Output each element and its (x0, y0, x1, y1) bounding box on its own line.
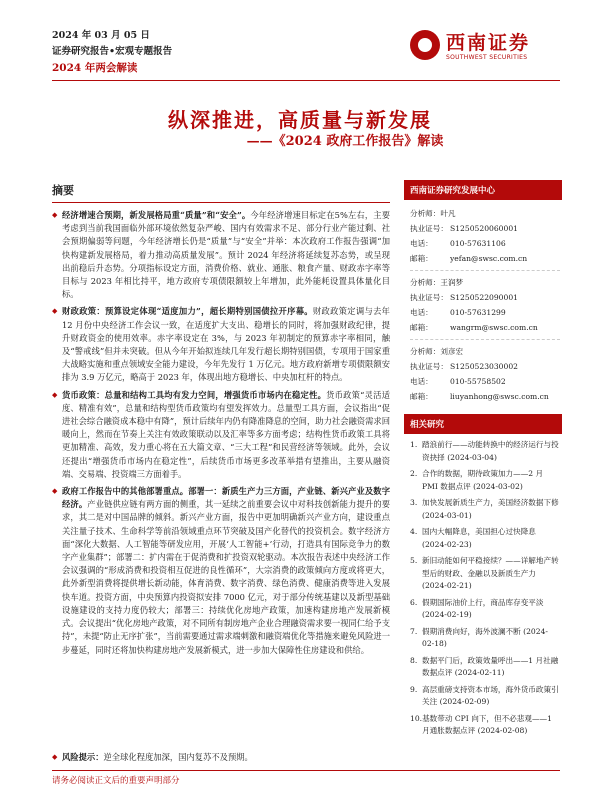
bullet-icon: ◆ (52, 753, 58, 761)
analyst-divider (410, 339, 560, 340)
report-type: 证券研究报告•宏观专题报告 (52, 46, 173, 57)
related-report-item[interactable]: 1. 踏浪前行——动能转换中的经济运行与投资抉择 (2024-03-04) (410, 440, 559, 462)
abstract-section (52, 182, 390, 661)
abstract-bullet (52, 485, 390, 657)
abstract-bullet (52, 209, 390, 301)
footer-divider (52, 770, 560, 771)
analyst-cert: S1250520060001 (450, 224, 519, 233)
bullet-icon: ◆ (52, 307, 58, 316)
analyst-card: 分析师：叶凡 执业证号： S1250520060001 电话： 010-57631106 邮箱： yefan@swsc.com.cn (410, 206, 560, 266)
abstract-bullet (52, 305, 390, 384)
analyst-name: 分析师：王润梦 (410, 278, 464, 287)
risk-warning: ◆ 风险提示：逆全球化程度加深，国内复苏不及预期。 (52, 752, 253, 762)
analyst-email[interactable]: liuyanhong@swsc.com.cn (450, 392, 549, 401)
bullet-text: 经济增速合预期，新发展格局重“质量”和“安全”。今年经济增速目标定在5%左右，主要考虑到当前我国面临外部环境依然复杂严峻、国内有效需求不足、部分行业产能过剩、社会预期偏弱等问题，今年经济增长仍是“质量”与“安全”并举：本次政府工作报告强调“加快构建新发展格局，着力推动高质量发展”。预计 2024 年经济将延续复苏态势，或呈现出前稳后升态势。分项指标设定方面，消费价格、就业、通胀、粮食产量、财政赤字率等目标与 2023 年相比持平，地方政府专项债限额较上年增加，此外能耗设置具体量化目标。 (62, 210, 391, 300)
sidebar (404, 180, 562, 742)
analyst-card: 分析师：王润梦 执业证号： S1250522090001 电话： 010-57631299 邮箱： wangrm@swsc.com.cn (410, 275, 560, 335)
analyst-phone: 010-55758502 (450, 377, 506, 386)
bullet-icon: ◆ (52, 390, 58, 399)
analyst-phone: 010-57631106 (450, 239, 506, 248)
related-report-item[interactable]: 10. 基数带动 CPI 向下，但不必悲观——1 月通胀数据点评 (2024-02-08) (410, 713, 552, 735)
bullet-text: 政府工作报告中的其他部署重点。部署一：新质生产力三方面，产业链、新兴产业及数字经济。产业链供应链有两方面的侧重，其一延续之前重要会议中对科技创新能力提升的要求，其二是对中国品牌的倾斜。新兴产业方面，报告中更加明确新兴产业方向，建设重点关注量子技术、生命科学等前沿领域重点环节突破及国产化替代的投资机会。数字经济方面“深化大数据、人工智能等研发应用，开展‘人工智能+’行动，打造具有国际竞争力的数字产业集群”；部署二：扩内需在于促消费和扩投资双轮驱动。本次报告表述中央经济工作会议强调的“形成消费和投资相互促进的良性循环”，大宗消费的政策倾向方度或将更大，此外新型消费将提供增长新动能，体育消费、数字消费、绿色消费、健康消费等进入发展快车道。投资方面，中央预算内投资拟安排 7000 亿元，对于部分传统基建以及新型基础设施建设的支持力度仍较大；部署三：持续优化房地产政策，加速构建房地产发展新模式。会议提出“优化房地产政策，对不同所有制房地产企业合理融资需求要一视同仁给予支持”，未提“防止无序扩张”，当前需要通过需求端刺激和融资端优化等措施来避免风险进一步蔓延，同时还将加快构建房地产发展新模式，进一步加大保障性住房建设和供给。 (62, 486, 391, 655)
company-logo (410, 26, 560, 70)
report-series: 2024 年两会解读 (52, 62, 138, 74)
analyst-cert: S1250522090001 (450, 293, 519, 302)
related-report-item[interactable]: 9. 高层重磅支持资本市场，海外货币政策引关注 (2024-02-09) (410, 684, 559, 706)
related-report-item[interactable]: 3. 加快发展新质生产力，美国经济数据下修 (2024-03-01) (410, 498, 559, 520)
analyst-cert: S1250523030002 (450, 362, 519, 371)
related-report-item[interactable]: 6. 假期国际油价上行，商品库存变平淡 (2024-02-19) (410, 597, 544, 619)
related-report-item[interactable]: 5. 新旧动能如何平稳接续？——详解地产转型后的财政、金融以及新质生产力 (2024-02-21) (410, 556, 559, 590)
research-center-heading: 西南证券研究发展中心 (404, 180, 562, 200)
abstract-label: 摘要 (52, 184, 74, 197)
logo-name-en: SOUTHWEST SECURITIES (446, 54, 528, 61)
logo-name-cn: 西南证券 (446, 32, 531, 54)
bullet-icon: ◆ (52, 487, 58, 496)
related-report-item[interactable]: 8. 数据平门后，政策效量呼出——1 月社融数据点评 (2024-02-11) (410, 655, 559, 677)
analyst-name: 分析师：刘彦宏 (410, 347, 464, 356)
analyst-email[interactable]: yefan@swsc.com.cn (450, 254, 528, 263)
page-subtitle: ——《2024 政府工作报告》解读 (246, 134, 444, 149)
analyst-email[interactable]: wangrm@swsc.com.cn (450, 323, 538, 332)
related-report-item[interactable]: 4. 国内大幅降息，美国担心过快降息 (2024-02-23) (410, 527, 536, 549)
related-report-item[interactable]: 7. 假期消费向好，海外波澜不断 (2024-02-18) (410, 626, 548, 648)
analyst-list (404, 200, 562, 406)
logo-mark-icon (410, 30, 440, 60)
abstract-bullet (52, 389, 390, 481)
analyst-name: 分析师：叶凡 (410, 209, 456, 218)
bullet-text: 财政政策：预算设定体现“适度加力”，超长期特别国债拉开序幕。财政政策定调与去年 12 月份中央经济工作会议一致，在适度扩大支出、稳增长的同时，将加强财政纪律，提升财政资金的使用效率。赤字率设定在 3%，与 2023 年初制定的预算赤字率相同，触及“警戒线”但并未突破。但从今年开始拟连续几年发行超长期特别国债，专项用于国家重大战略实施和重点领域安全能力建设，今年先发行 1 万亿元。地方政府新增专项债限额安排为 3.9 万亿元，略高于 2023 年，体现出地方稳增长、中央加杠杆的特点。 (62, 306, 390, 383)
related-research-list (404, 434, 562, 738)
abstract-divider (52, 202, 390, 203)
report-header (52, 28, 172, 76)
report-date: 2024 年 03 月 05 日 (52, 30, 150, 41)
analyst-divider (410, 270, 560, 271)
bullet-icon: ◆ (52, 211, 58, 219)
related-research-heading: 相关研究 (404, 414, 562, 434)
analyst-card: 分析师：刘彦宏 执业证号： S1250523030002 电话： 010-55758502 邮箱： liuyanhong@swsc.com.cn (410, 344, 560, 404)
header-divider (52, 80, 560, 81)
analyst-phone: 010-57631299 (450, 308, 506, 317)
bullet-text: 货币政策：总量和结构工具均有发力空间，增强货币市场内在稳定性。货币政策“灵活适度、精准有效”，总量和结构型货币政策均有望发挥效力。总量型工具方面，会议指出“促进社会综合融资成本稳中有降”，预计后续年内仍有降准降息的空间，助力社会融资需求回暖向上，然而在节奏上关注有效政策联动以及汇率等多方面考虑；结构性货币政策工具将更加精准、高效，发力重心将在五大篇文章、“三大工程”和民营经济等领域。此外，会议还提出“增强货币市场内在稳定性”，后续货币市场更多改革举措有望推出，主要从融资端、交易端、投资端三方面着手。 (62, 389, 390, 479)
page-title: 纵深推进，高质量与新发展 (168, 108, 432, 132)
related-report-item[interactable]: 2. 合作的数据，期待政策加力——2 月 PMI 数据点评 (2024-03-02) (410, 469, 544, 491)
disclaimer-text: 请务必阅读正文后的重要声明部分 (52, 776, 180, 786)
